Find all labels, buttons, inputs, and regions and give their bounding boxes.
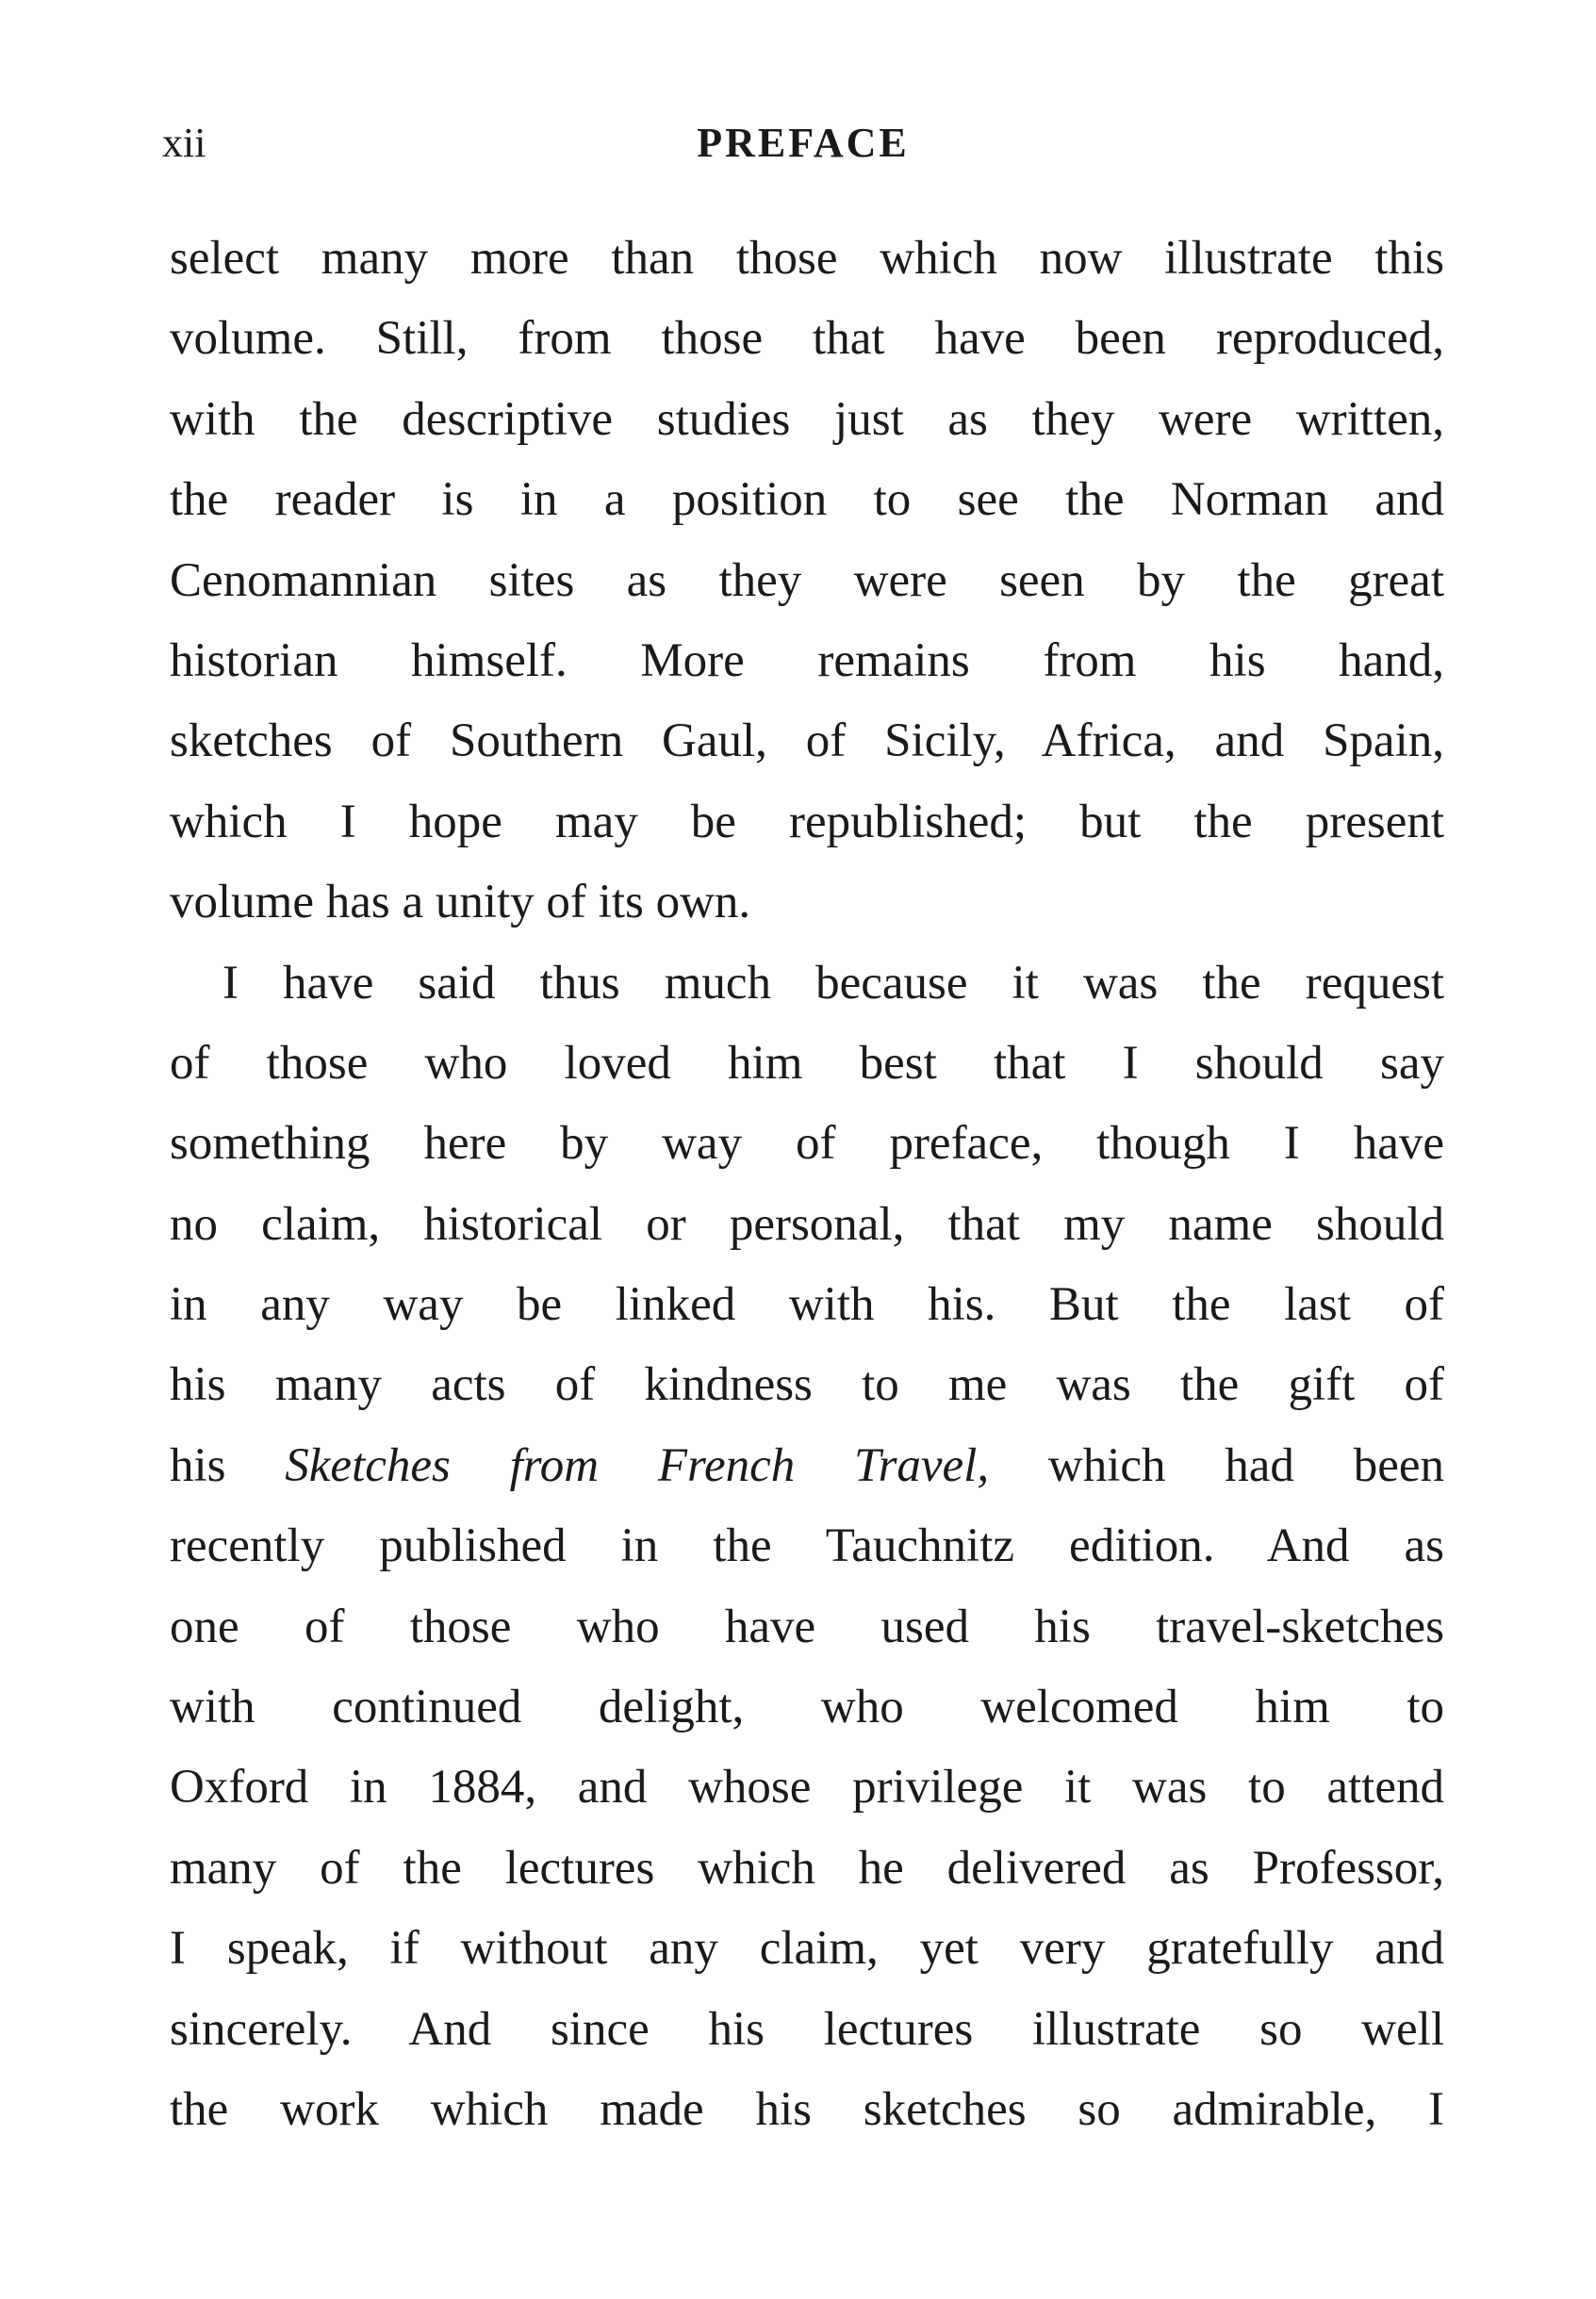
text-line: historian himself. More remains from his hand, xyxy=(170,633,1444,687)
text-line: one of those who have used his travel-sketches xyxy=(170,1600,1444,1653)
text-line: Cenomannian sites as they were seen by the great xyxy=(170,553,1444,607)
body-text xyxy=(170,219,1444,2150)
book-title-italic: Sketches from French Travel, xyxy=(285,1438,990,1492)
running-head xyxy=(162,115,1444,172)
text-line: in any way be linked with his. But the last of xyxy=(170,1278,1444,1332)
text-line: many of the lectures which he delivered as Professor, xyxy=(170,1841,1444,1895)
page-title: PREFACE xyxy=(697,120,910,166)
text-line: of those who loved him best that I should say xyxy=(170,1036,1444,1090)
text-line: something here by way of preface, though I have xyxy=(170,1117,1444,1171)
text-line: select many more than those which now illustrate this xyxy=(170,232,1444,285)
text-line: volume. Still, from those that have been reproduced, xyxy=(170,312,1444,366)
text-line: with the descriptive studies just as they were written, xyxy=(170,392,1444,446)
text-segment: which had been xyxy=(989,1438,1444,1492)
text-line: Oxford in 1884, and whose privilege it was to attend xyxy=(170,1761,1444,1815)
text-line-with-title xyxy=(170,1426,1444,1506)
paragraph-end-line: volume has a unity of its own. xyxy=(170,876,751,929)
text-line: his many acts of kindness to me was the gift of xyxy=(170,1358,1444,1412)
text-line: with continued delight, who welcomed him to xyxy=(170,1681,1444,1734)
text-line: I speak, if without any claim, yet very gratefully and xyxy=(170,1922,1444,1976)
text-line: no claim, historical or personal, that my name should xyxy=(170,1197,1444,1251)
page-number: xii xyxy=(162,120,206,166)
text-line: sketches of Southern Gaul, of Sicily, Africa, and Spain, xyxy=(170,714,1444,768)
paragraph-start-line: I have said thus much because it was the request xyxy=(222,956,1444,1010)
text-line: recently published in the Tauchnitz edition. And as xyxy=(170,1519,1444,1573)
text-line: sincerely. And since his lectures illustrate so well xyxy=(170,2002,1444,2056)
text-line: the work which made his sketches so admirable, I xyxy=(170,2082,1444,2136)
text-line: which I hope may be republished; but the present xyxy=(170,795,1444,848)
text-line: the reader is in a position to see the Norman and xyxy=(170,473,1444,527)
text-segment: his xyxy=(170,1438,286,1492)
